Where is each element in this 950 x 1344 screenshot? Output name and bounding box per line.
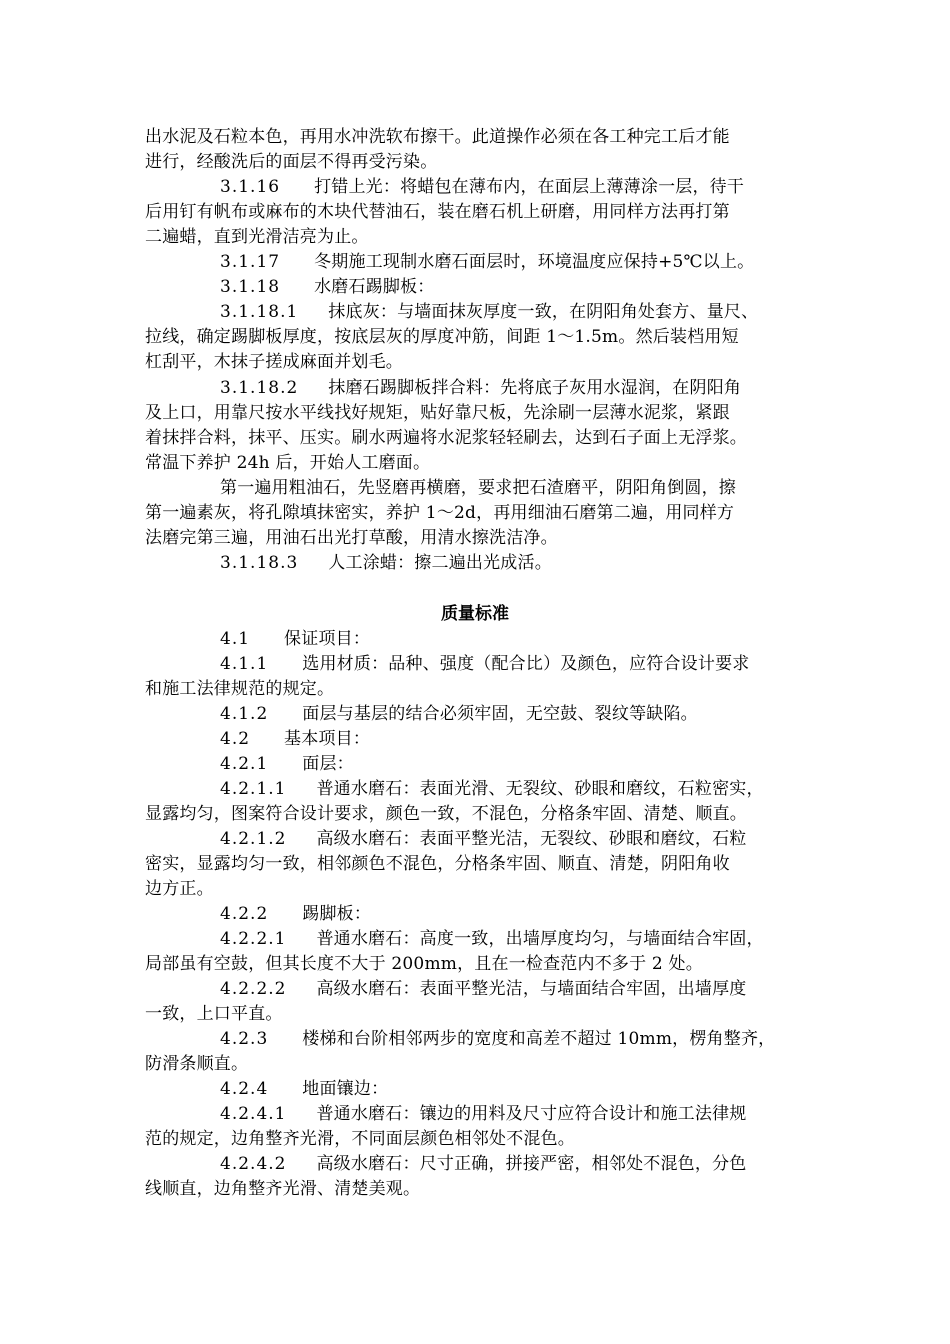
- clause-text: 水磨石踢脚板：: [314, 277, 435, 297]
- text-line: 显露均匀，图案符合设计要求，颜色一致，不混色，分格条牢固、清楚、顺直。: [145, 804, 747, 824]
- text-line: 及上口，用靠尺按水平线找好规矩，贴好靠尺板，先涂刷一层薄水泥浆，紧跟: [145, 403, 730, 423]
- clause-number: 4.2: [220, 729, 251, 749]
- clause-4-2-3: [220, 1027, 820, 1051]
- clause-number: 3.1.18.3: [220, 553, 299, 573]
- clause-number: 4.2.1: [220, 754, 269, 774]
- clause-number: 4.1.1: [220, 654, 269, 674]
- clause-4-2-2-2: [220, 977, 820, 1001]
- clause-number: 4.2.2.2: [220, 979, 287, 999]
- clause-4-1: [220, 627, 820, 651]
- clause-number: 4.2.4: [220, 1079, 269, 1099]
- clause-number: 4.2.3: [220, 1029, 269, 1049]
- clause-3-1-18-2: [220, 376, 820, 400]
- clause-number: 4.1: [220, 629, 251, 649]
- clause-4-2-2: [220, 902, 820, 926]
- text-line: 和施工法律规范的规定。: [145, 679, 335, 699]
- clause-number: 4.2.1.1: [220, 779, 287, 799]
- text-line: 防滑条顺直。: [145, 1054, 249, 1074]
- clause-4-1-1: [220, 652, 820, 676]
- clause-number: 4.2.4.2: [220, 1154, 287, 1174]
- clause-text: 楼梯和台阶相邻两步的宽度和高差不超过 10mm，楞角整齐，: [302, 1029, 776, 1049]
- clause-number: 4.2.4.1: [220, 1104, 287, 1124]
- clause-text: 普通水磨石：表面光滑、无裂纹、砂眼和磨纹，石粒密实，: [316, 779, 764, 799]
- clause-number: 4.2.1.2: [220, 829, 287, 849]
- text-line: 出水泥及石粒本色，再用水冲洗软布擦干。此道操作必须在各工种完工后才能: [145, 127, 730, 147]
- text-line: 第一遍素灰，将孔隙填抹密实，养护 1～2d，再用细油石磨第二遍，用同样方: [145, 503, 735, 523]
- clause-3-1-18-3: [220, 551, 820, 575]
- text-line: 常温下养护 24h 后，开始人工磨面。: [145, 453, 431, 473]
- clause-text: 选用材质：品种、强度（配合比）及颜色，应符合设计要求: [302, 654, 750, 674]
- clause-text: 地面镶边：: [302, 1079, 389, 1099]
- clause-text: 冬期施工现制水磨石面层时，环境温度应保持+5℃以上。: [314, 252, 755, 272]
- text-line: 拉线，确定踢脚板厚度，按底层灰的厚度冲筋，间距 1～1.5m。然后装档用短: [145, 327, 739, 347]
- clause-4-2: [220, 727, 820, 751]
- clause-number: 4.1.2: [220, 704, 269, 724]
- clause-text: 保证项目：: [284, 629, 371, 649]
- text-line: 杠刮平，木抹子搓成麻面并划毛。: [145, 352, 403, 372]
- paragraph-first-pass: 第一遍用粗油石，先竖磨再横磨，要求把石渣磨平，阴阳角倒圆，擦: [220, 478, 736, 498]
- clause-4-2-1: [220, 752, 820, 776]
- clause-number: 3.1.17: [220, 252, 281, 272]
- clause-text: 面层：: [302, 754, 354, 774]
- clause-4-2-1-2: [220, 827, 820, 851]
- clause-3-1-18-1: [220, 300, 820, 324]
- text-line: 密实，显露均匀一致，相邻颜色不混色，分格条牢固、顺直、清楚，阴阳角收: [145, 854, 730, 874]
- text-line: 法磨完第三遍，用油石出光打草酸，用清水擦洗洁净。: [145, 528, 558, 548]
- clause-3-1-17: [220, 250, 820, 274]
- clause-3-1-16: [220, 175, 820, 199]
- text-line: 后用钉有帆布或麻布的木块代替油石，装在磨石机上研磨，用同样方法再打第: [145, 202, 730, 222]
- clause-number: 3.1.16: [220, 177, 281, 197]
- clause-text: 高级水磨石：尺寸正确，拼接严密，相邻处不混色，分色: [316, 1154, 747, 1174]
- text-line: 局部虽有空鼓，但其长度不大于 200mm，且在一检查范内不多于 2 处。: [145, 954, 703, 974]
- clause-text: 打错上光：将蜡包在薄布内，在面层上薄薄涂一层，待干: [314, 177, 745, 197]
- clause-4-1-2: [220, 702, 820, 726]
- clause-4-2-2-1: [220, 927, 820, 951]
- text-line: 边方正。: [145, 879, 214, 899]
- clause-4-2-4-1: [220, 1102, 820, 1126]
- text-line: 着抹拌合料，抹平、压实。刷水两遍将水泥浆轻轻刷去，达到石子面上无浮浆。: [145, 428, 747, 448]
- clause-3-1-18: [220, 275, 820, 299]
- clause-text: 高级水磨石：表面平整光洁，无裂纹、砂眼和磨纹，石粒: [316, 829, 747, 849]
- clause-text: 踢脚板：: [302, 904, 372, 924]
- text-line: 线顺直，边角整齐光滑、清楚美观。: [145, 1179, 421, 1199]
- clause-text: 基本项目：: [284, 729, 371, 749]
- clause-number: 3.1.18.1: [220, 302, 299, 322]
- text-line: 进行，经酸洗后的面层不得再受污染。: [145, 152, 438, 172]
- clause-text: 高级水磨石：表面平整光洁，与墙面结合牢固，出墙厚度: [316, 979, 747, 999]
- clause-text: 抹底灰：与墙面抹灰厚度一致，在阴阳角处套方、量尺、: [328, 302, 759, 322]
- clause-4-2-4: [220, 1077, 820, 1101]
- text-line: 一致，上口平直。: [145, 1004, 283, 1024]
- text-line: 二遍蜡，直到光滑洁亮为止。: [145, 227, 369, 247]
- clause-number: 3.1.18.2: [220, 378, 299, 398]
- clause-number: 4.2.2.1: [220, 929, 287, 949]
- clause-number: 4.2.2: [220, 904, 269, 924]
- clause-number: 3.1.18: [220, 277, 281, 297]
- clause-4-2-1-1: [220, 777, 820, 801]
- clause-text: 人工涂蜡：擦二遍出光成活。: [328, 553, 552, 573]
- clause-text: 面层与基层的结合必须牢固，无空鼓、裂纹等缺陷。: [302, 704, 698, 724]
- clause-text: 普通水磨石：高度一致，出墙厚度均匀，与墙面结合牢固，: [316, 929, 764, 949]
- clause-4-2-4-2: [220, 1152, 820, 1176]
- text-line: 范的规定，边角整齐光滑，不同面层颜色相邻处不混色。: [145, 1129, 575, 1149]
- section-heading: 质量标准: [441, 604, 509, 624]
- clause-text: 普通水磨石：镶边的用料及尺寸应符合设计和施工法律规: [316, 1104, 747, 1124]
- clause-text: 抹磨石踢脚板拌合料：先将底子灰用水湿润，在阴阳角: [328, 378, 742, 398]
